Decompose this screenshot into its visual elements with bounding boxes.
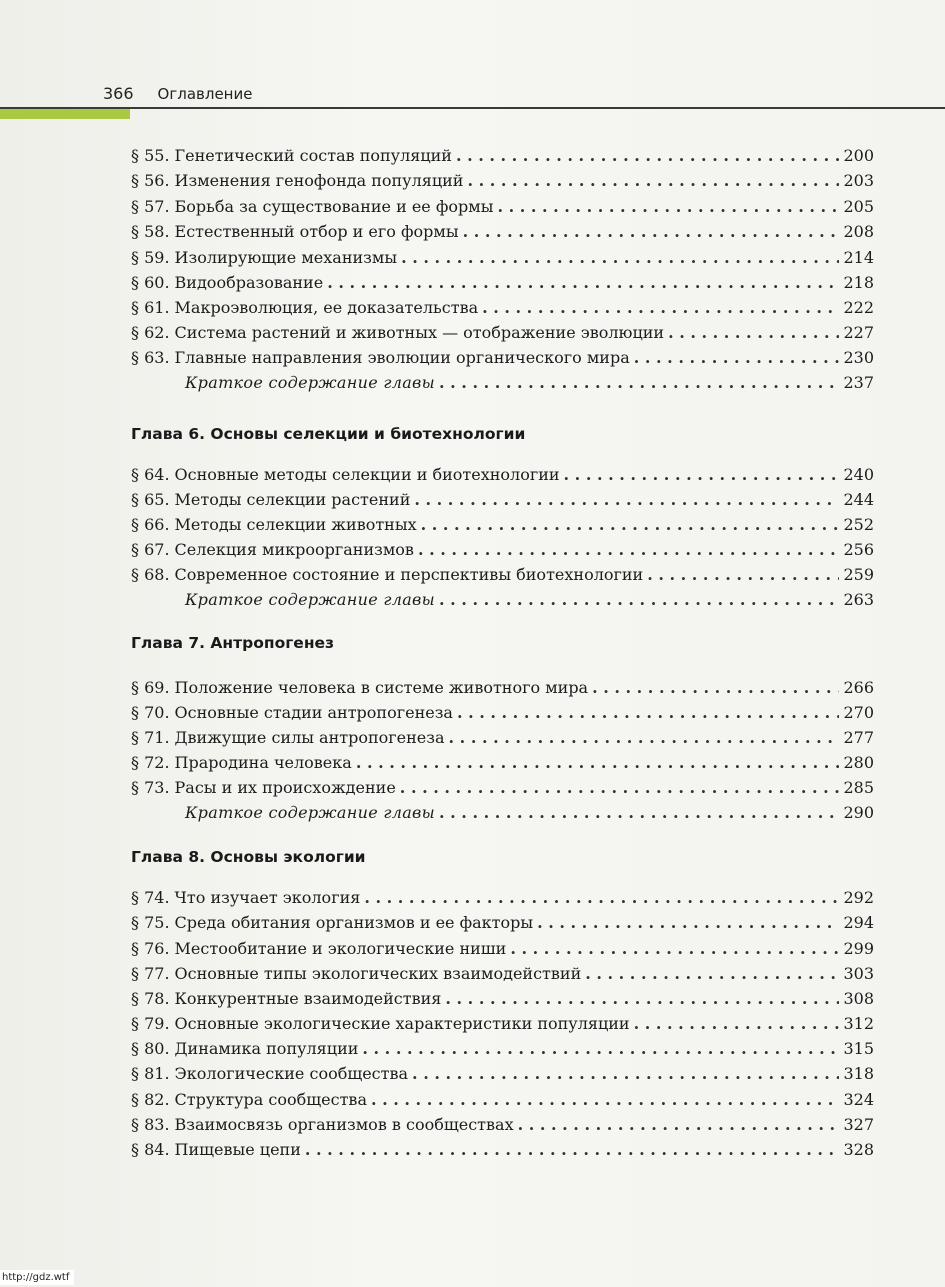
dot-leader: [457, 703, 839, 723]
section-page: 222: [843, 298, 874, 317]
section-number: § 58.: [131, 222, 170, 241]
dot-leader: [439, 373, 839, 393]
section-title: Основные экологические характеристики популяции: [174, 1014, 630, 1033]
toc-row: [131, 245, 874, 268]
dot-leader: [449, 728, 840, 748]
section-title: Современное состояние и перспективы биотехнологии: [174, 565, 644, 584]
dot-leader: [668, 323, 839, 343]
toc-row: [131, 700, 874, 723]
section-page: 256: [843, 540, 874, 559]
section-title: Макроэволюция, ее доказательства: [174, 298, 479, 317]
section-title: Главные направления эволюции органического мира: [174, 348, 630, 367]
running-title: Оглавление: [157, 85, 253, 103]
toc-row: [131, 270, 874, 293]
section-title: Изменения генофонда популяций: [174, 171, 464, 190]
section-title: Генетический состав популяций: [174, 146, 452, 165]
dot-leader: [497, 197, 839, 217]
dot-leader: [421, 515, 840, 535]
section-title: Динамика популяции: [174, 1039, 359, 1058]
section-number: § 75.: [131, 913, 170, 932]
toc-summary-row: [131, 587, 874, 610]
section-title: Пищевые цепи: [174, 1140, 301, 1159]
dot-leader: [362, 1039, 839, 1059]
section-page: 244: [843, 490, 874, 509]
section-title: Положение человека в системе животного мира: [174, 678, 589, 697]
section-number: § 56.: [131, 171, 170, 190]
section-title: Селекция микроорганизмов: [174, 540, 414, 559]
section-number: § 67.: [131, 540, 170, 559]
section-page: 208: [843, 222, 874, 241]
chapter-heading: Глава 6. Основы селекции и биотехнологии: [131, 425, 526, 443]
section-number: § 71.: [131, 728, 170, 747]
toc-row: [131, 345, 874, 368]
section-page: 328: [843, 1140, 874, 1159]
section-title: Взаимосвязь организмов в сообществах: [174, 1115, 514, 1134]
toc-row: [131, 936, 874, 959]
dot-leader: [647, 565, 839, 585]
toc-row: [131, 675, 874, 698]
section-page: 237: [843, 373, 874, 392]
section-number: § 62.: [131, 323, 170, 342]
dot-leader: [634, 1014, 840, 1034]
dot-leader: [537, 913, 839, 933]
section-title: Изолирующие механизмы: [174, 248, 398, 267]
section-title: Основные стадии антропогенеза: [174, 703, 453, 722]
dot-leader: [445, 989, 839, 1009]
toc-row: [131, 961, 874, 984]
section-number: § 63.: [131, 348, 170, 367]
section-number: § 80.: [131, 1039, 170, 1058]
section-title: Что изучает экология: [174, 888, 361, 907]
section-title: Видообразование: [174, 273, 324, 292]
toc-row: [131, 775, 874, 798]
section-number: § 61.: [131, 298, 170, 317]
section-page: 227: [843, 323, 874, 342]
section-page: 315: [843, 1039, 874, 1058]
section-title: Естественный отбор и его формы: [174, 222, 459, 241]
watermark-label: http://gdz.wtf: [0, 1270, 74, 1285]
section-title: Основные типы экологических взаимодействий: [174, 964, 582, 983]
section-page: 327: [843, 1115, 874, 1134]
page-number: 366: [103, 84, 134, 103]
dot-leader: [467, 171, 839, 191]
section-number: § 73.: [131, 778, 170, 797]
section-number: § 78.: [131, 989, 170, 1008]
dot-leader: [463, 222, 840, 242]
section-title: Борьба за существование и ее формы: [174, 197, 494, 216]
toc-summary-row: [131, 370, 874, 393]
toc-row: [131, 168, 874, 191]
toc-row: [131, 1011, 874, 1034]
section-title: Методы селекции животных: [174, 515, 417, 534]
toc-row: [131, 219, 874, 242]
toc-row: [131, 194, 874, 217]
section-page: 294: [843, 913, 874, 932]
section-page: 240: [843, 465, 874, 484]
section-title: Основные методы селекции и биотехнологии: [174, 465, 560, 484]
section-title: Движущие силы антропогенеза: [174, 728, 445, 747]
section-page: 290: [843, 803, 874, 822]
toc-row: [131, 1036, 874, 1059]
dot-leader: [400, 778, 840, 798]
section-page: 205: [843, 197, 874, 216]
section-number: § 57.: [131, 197, 170, 216]
dot-leader: [327, 273, 839, 293]
toc-row: [131, 562, 874, 585]
section-number: § 83.: [131, 1115, 170, 1134]
toc-row: [131, 885, 874, 908]
toc-row: [131, 1137, 874, 1160]
toc-row: [131, 320, 874, 343]
dot-leader: [564, 465, 840, 485]
section-page: 312: [843, 1014, 874, 1033]
dot-leader: [371, 1090, 839, 1110]
section-page: 200: [843, 146, 874, 165]
section-page: 270: [843, 703, 874, 722]
section-title: Краткое содержание главы: [185, 373, 436, 392]
section-title: Среда обитания организмов и ее факторы: [174, 913, 534, 932]
dot-leader: [439, 803, 839, 823]
section-page: 285: [843, 778, 874, 797]
section-page: 203: [843, 171, 874, 190]
section-page: 277: [843, 728, 874, 747]
section-title: Местообитание и экологические ниши: [174, 939, 507, 958]
toc-row: [131, 910, 874, 933]
section-number: § 66.: [131, 515, 170, 534]
section-page: 280: [843, 753, 874, 772]
section-number: § 74.: [131, 888, 170, 907]
section-title: Краткое содержание главы: [185, 803, 436, 822]
toc-row: [131, 295, 874, 318]
section-number: § 60.: [131, 273, 170, 292]
dot-leader: [634, 348, 840, 368]
section-page: 266: [843, 678, 874, 697]
section-title: Структура сообщества: [174, 1090, 367, 1109]
toc-row: [131, 537, 874, 560]
dot-leader: [592, 678, 839, 698]
section-title: Конкурентные взаимодействия: [174, 989, 442, 1008]
section-title: Расы и их происхождение: [174, 778, 396, 797]
toc-row: [131, 725, 874, 748]
section-number: § 69.: [131, 678, 170, 697]
section-page: 308: [843, 989, 874, 1008]
section-page: 299: [843, 939, 874, 958]
toc-row: [131, 750, 874, 773]
section-title: Экологические сообщества: [174, 1064, 409, 1083]
section-number: § 76.: [131, 939, 170, 958]
toc-row: [131, 462, 874, 485]
dot-leader: [585, 964, 839, 984]
dot-leader: [356, 753, 840, 773]
section-page: 292: [843, 888, 874, 907]
toc-row: [131, 986, 874, 1009]
section-page: 303: [843, 964, 874, 983]
toc-row: [131, 1087, 874, 1110]
dot-leader: [510, 939, 839, 959]
section-page: 230: [843, 348, 874, 367]
section-title: Прародина человека: [174, 753, 352, 772]
toc-row: [131, 512, 874, 535]
dot-leader: [305, 1140, 840, 1160]
dot-leader: [518, 1115, 840, 1135]
section-number: § 59.: [131, 248, 170, 267]
dot-leader: [401, 248, 839, 268]
section-number: § 55.: [131, 146, 170, 165]
toc-row: [131, 143, 874, 166]
section-page: 218: [843, 273, 874, 292]
dot-leader: [412, 1064, 839, 1084]
toc-row: [131, 487, 874, 510]
dot-leader: [418, 540, 840, 560]
section-page: 263: [843, 590, 874, 609]
section-page: 252: [843, 515, 874, 534]
section-page: 318: [843, 1064, 874, 1083]
section-title: Система растений и животных — отображение эволюции: [174, 323, 665, 342]
toc-summary-row: [131, 800, 874, 823]
section-page: 259: [843, 565, 874, 584]
section-number: § 65.: [131, 490, 170, 509]
section-number: § 70.: [131, 703, 170, 722]
toc-row: [131, 1061, 874, 1084]
section-number: § 81.: [131, 1064, 170, 1083]
section-number: § 72.: [131, 753, 170, 772]
chapter-heading: Глава 8. Основы экологии: [131, 848, 366, 866]
dot-leader: [456, 146, 840, 166]
section-number: § 77.: [131, 964, 170, 983]
dot-leader: [439, 590, 839, 610]
section-number: § 64.: [131, 465, 170, 484]
dot-leader: [482, 298, 839, 318]
toc-row: [131, 1112, 874, 1135]
section-number: § 79.: [131, 1014, 170, 1033]
section-page: 324: [843, 1090, 874, 1109]
dot-leader: [414, 490, 839, 510]
section-number: § 82.: [131, 1090, 170, 1109]
section-title: Краткое содержание главы: [185, 590, 436, 609]
chapter-heading: Глава 7. Антропогенез: [131, 634, 335, 652]
section-title: Методы селекции растений: [174, 490, 411, 509]
section-page: 214: [843, 248, 874, 267]
section-number: § 68.: [131, 565, 170, 584]
section-number: § 84.: [131, 1140, 170, 1159]
dot-leader: [364, 888, 839, 908]
